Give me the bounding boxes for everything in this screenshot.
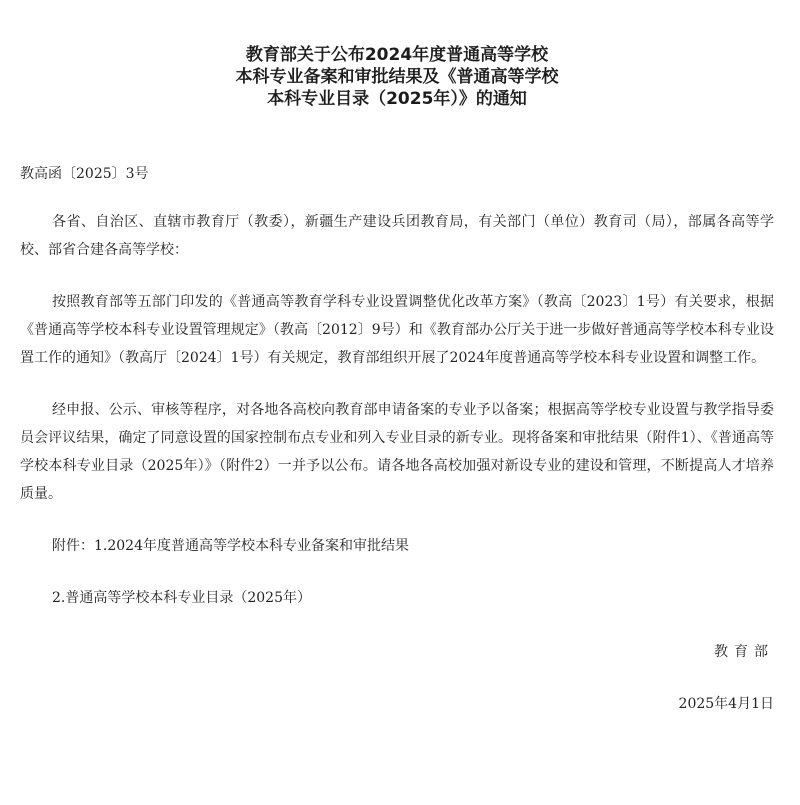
body-paragraph-1: 按照教育部等五部门印发的《普通高等教育学科专业设置调整优化改革方案》（教高〔2023〕1号）有关要求，根据《普通高等学校本科专业设置管理规定》（教高〔2012〕9号）和《教育部办公厅关于进一步做好普通高等学校本科专业设置工作的通知》（教高厅〔2024〕1号）有关规定，教育部组织开展了2024年度普通高等学校本科专业设置和调整工作。 — [20, 294, 774, 366]
attachment-item-2: 2.普通高等学校本科专业目录（2025年） — [52, 590, 311, 606]
attachment-item-1: 附件：1.2024年度普通高等学校本科专业备案和审批结果 — [52, 538, 409, 554]
notice-page — [0, 44, 800, 805]
title-line-1: 教育部关于公布2024年度普通高等学校 — [245, 45, 549, 65]
document-number: 教高函〔2025〕3号 — [20, 166, 149, 182]
title-line-2: 本科专业备案和审批结果及《普通高等学校 — [235, 67, 559, 87]
signer-name: 教育部 — [714, 644, 774, 660]
title-line-3: 本科专业目录（2025年）》的通知 — [267, 89, 527, 109]
addressee-paragraph: 各省、自治区、直辖市教育厅（教委），新疆生产建设兵团教育局，有关部门（单位）教育司（局），部属各高等学校、部省合建各高等学校： — [20, 214, 774, 258]
issue-date: 2025年4月1日 — [678, 696, 774, 712]
notice-title — [20, 44, 774, 110]
body-paragraph-2: 经申报、公示、审核等程序，对各地各高校向教育部申请备案的专业予以备案；根据高等学校专业设置与教学指导委员会评议结果，确定了同意设置的国家控制布点专业和列入专业目录的新专业。现将备案和审批结果（附件1）、《普通高等学校本科专业目录（2025年）》（附件2）一并予以公布。请各地各高校加强对新设专业的建设和管理，不断提高人才培养质量。 — [20, 402, 774, 502]
